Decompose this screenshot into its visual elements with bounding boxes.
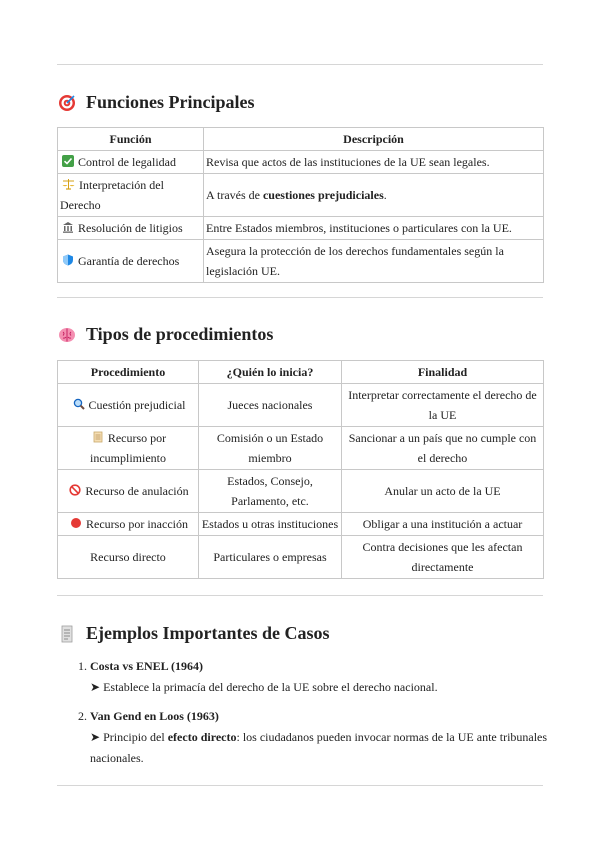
table-row — [58, 470, 544, 513]
table-row — [58, 536, 544, 579]
magnifier-icon — [73, 396, 85, 408]
procedimiento-cell: Cuestión prejudicial — [58, 384, 199, 427]
funcion-cell: Resolución de litigios — [58, 217, 204, 240]
col-header-funcion: Función — [58, 128, 204, 151]
quien-cell: Particulares o empresas — [199, 536, 342, 579]
prohibited-icon — [69, 482, 81, 494]
target-icon — [57, 93, 77, 113]
arrow-icon: ➤ — [90, 680, 101, 694]
finalidad-cell: Interpretar correctamente el derecho de la UE — [342, 384, 544, 427]
section-heading-procedimientos — [57, 324, 543, 345]
col-header-procedimiento: Procedimiento — [58, 361, 199, 384]
quien-cell: Jueces nacionales — [199, 384, 342, 427]
quien-cell: Estados u otras instituciones — [199, 513, 342, 536]
col-header-descripcion: Descripción — [204, 128, 544, 151]
table-row — [58, 174, 544, 217]
scroll-icon — [57, 624, 77, 644]
scroll-icon — [92, 429, 104, 441]
arrow-icon: ➤ — [90, 730, 101, 744]
procedimiento-cell: Recurso de anulación — [58, 470, 199, 513]
cases-list — [57, 656, 576, 777]
divider-bottom — [57, 785, 543, 786]
funcion-cell: Interpretación del Derecho — [58, 174, 204, 217]
quien-cell: Comisión o un Estado miembro — [199, 427, 342, 470]
finalidad-cell: Sancionar a un país que no cumple con el derecho — [342, 427, 544, 470]
procedimiento-cell: Recurso por inacción — [58, 513, 199, 536]
case-description: Principio del efecto directo: los ciudadanos pueden invocar normas de la UE ante tribunales nacionales. — [90, 730, 548, 765]
brain-icon — [57, 325, 77, 345]
funcion-cell: Control de legalidad — [58, 151, 204, 174]
procedimiento-cell: Recurso directo — [58, 536, 199, 579]
case-name: Van Gend en Loos (1963) — [90, 709, 219, 723]
table-row — [58, 240, 544, 283]
red-circle-icon — [70, 515, 82, 527]
shield-icon — [62, 252, 74, 264]
finalidad-cell: Obligar a una institución a actuar — [342, 513, 544, 536]
courthouse-icon — [62, 219, 74, 231]
table-row — [58, 384, 544, 427]
descripcion-cell: A través de cuestiones prejudiciales. — [204, 174, 544, 217]
descripcion-cell: Entre Estados miembros, instituciones o particulares con la UE. — [204, 217, 544, 240]
divider — [57, 595, 543, 596]
funciones-table — [57, 127, 544, 283]
divider-top — [57, 64, 543, 65]
section-heading-casos — [57, 623, 543, 644]
section-heading-funciones — [57, 92, 543, 113]
list-item — [90, 706, 576, 769]
check-icon — [62, 155, 74, 167]
case-description: Establece la primacía del derecho de la UE sobre el derecho nacional. — [103, 680, 438, 694]
descripcion-cell: Asegura la protección de los derechos fundamentales según la legislación UE. — [204, 240, 544, 283]
table-row — [58, 513, 544, 536]
divider — [57, 297, 543, 298]
col-header-quien: ¿Quién lo inicia? — [199, 361, 342, 384]
procedimiento-cell: Recurso por incumplimiento — [58, 427, 199, 470]
finalidad-cell: Contra decisiones que les afectan directamente — [342, 536, 544, 579]
case-name: Costa vs ENEL (1964) — [90, 659, 204, 673]
section-title: Ejemplos Importantes de Casos — [86, 623, 330, 643]
table-row — [58, 151, 544, 174]
quien-cell: Estados, Consejo, Parlamento, etc. — [199, 470, 342, 513]
scales-icon — [62, 176, 75, 188]
descripcion-cell: Revisa que actos de las instituciones de la UE sean legales. — [204, 151, 544, 174]
list-item — [90, 656, 576, 698]
section-title: Tipos de procedimientos — [86, 324, 274, 344]
table-row — [58, 217, 544, 240]
table-row — [58, 427, 544, 470]
section-title: Funciones Principales — [86, 92, 255, 112]
funcion-cell: Garantía de derechos — [58, 240, 204, 283]
finalidad-cell: Anular un acto de la UE — [342, 470, 544, 513]
col-header-finalidad: Finalidad — [342, 361, 544, 384]
procedimientos-table — [57, 360, 544, 579]
